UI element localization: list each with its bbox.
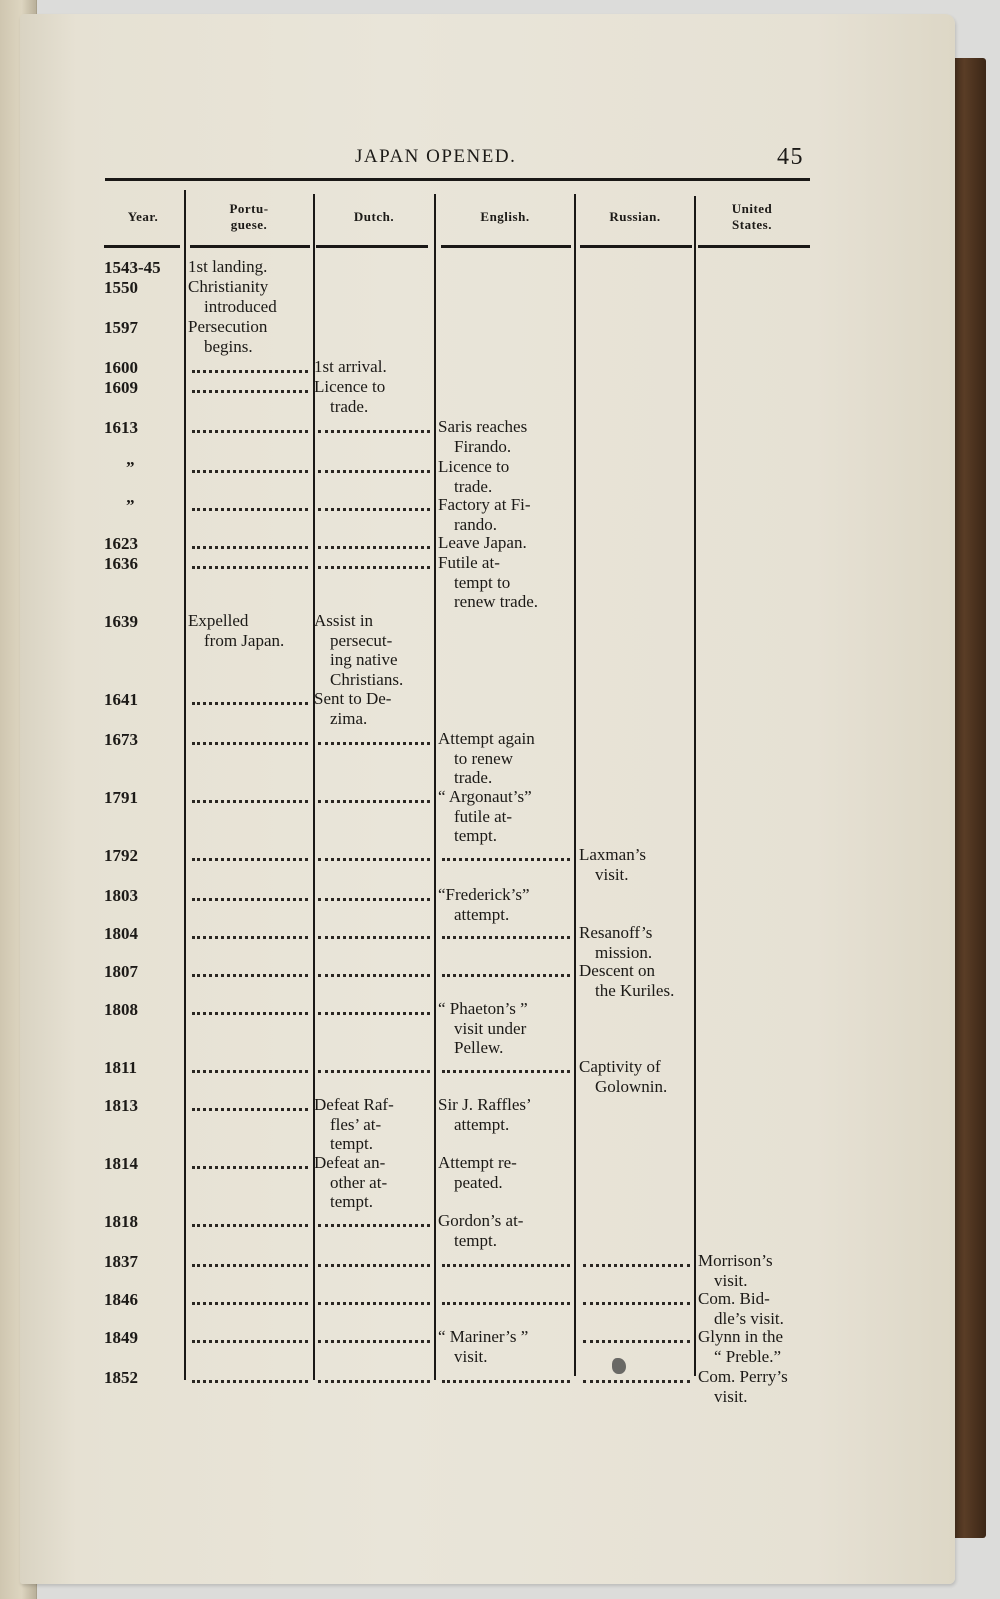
united-states-entry [698,1289,810,1328]
leader-dots [192,1064,308,1073]
entry-line: Attempt re- [438,1153,517,1172]
entry-line: Christians. [330,669,404,689]
entry-line: “ Phaeton’s ” [438,999,528,1018]
russian-entry [579,1057,692,1096]
year-cell: 1639 [104,612,138,631]
entry-line: Com. Bid- [698,1289,770,1308]
entry-line: attempt. [454,904,510,924]
leader-dots [192,1102,308,1111]
entry-line: peated. [454,1172,503,1192]
english-entry [438,885,572,924]
leader-dots [318,930,430,939]
entry-line: “ Preble.” [714,1346,782,1366]
united-states-entry [698,1367,810,1406]
year-cell: 1636 [104,554,138,573]
year-cell: 1818 [104,1212,138,1231]
leader-dots [318,540,430,549]
leader-dots [583,1296,690,1305]
russian-entry [579,961,692,1000]
leader-dots [192,1258,308,1267]
entry-line: mission. [595,942,653,962]
year-cell: 1600 [104,358,138,377]
entry-line: tempt. [454,1230,497,1250]
entry-line: Licence to [438,457,510,476]
entry-line: dle’s visit. [714,1308,784,1328]
leader-dots [192,736,308,745]
header-rule [316,245,428,248]
entry-line: Pellew. [454,1038,504,1057]
entry-line: Captivity of [579,1057,661,1076]
year-cell: ” [126,496,135,515]
leader-dots [318,794,430,803]
book-cover-edge [950,58,986,1538]
dutch-entry [314,1095,432,1154]
header-russian: Russian. [609,209,661,224]
english-entry [438,1211,572,1250]
leader-dots [192,560,308,569]
leader-dots [192,892,308,901]
leader-dots [318,1374,430,1383]
english-entry [438,787,572,846]
year-cell: 1811 [104,1058,138,1077]
leader-dots [192,1296,308,1305]
year-cell: 1846 [104,1290,138,1309]
year-cell: 1613 [104,418,138,437]
entry-line: Sir J. Raffles’ [438,1095,532,1114]
year-cell: 1804 [104,924,138,943]
entry-line: Futile at- [438,553,500,572]
entry-line: futile at- [454,806,513,826]
entry-line: introduced [204,296,277,316]
header-rule [698,245,810,248]
entry-line: Christianity [188,277,269,296]
year-cell: 1623 [104,534,138,553]
leader-dots [442,1374,570,1383]
entry-line: from Japan. [204,630,285,650]
leader-dots [192,696,308,705]
year-cell: 1791 [104,788,138,807]
entry-line: Factory at Fi- [438,495,531,514]
english-entry [438,553,572,612]
leader-dots [192,930,308,939]
entry-line: Defeat Raf- [314,1095,394,1114]
leader-dots [318,424,430,433]
year-cell: 1673 [104,730,138,749]
page-title: JAPAN OPENED. [355,146,517,167]
english-entry [438,729,572,788]
leader-dots [318,1296,430,1305]
dutch-entry [314,377,432,416]
russian-entry [579,845,692,884]
entry-line: fles’ at- [330,1114,382,1134]
english-entry [438,1095,572,1134]
entry-line: trade. [330,396,369,416]
entry-line: Defeat an- [314,1153,386,1172]
entry-line: visit under [454,1018,527,1038]
english-entry [438,457,572,496]
united-states-entry [698,1251,810,1290]
ink-stain [612,1358,626,1374]
entry-line: “Frederick’s” [438,885,530,904]
leader-dots [318,560,430,569]
header-united-states: United States. [731,201,773,232]
entry-line: Sent to De- [314,689,392,708]
entry-line: Morrison’s [698,1251,773,1270]
year-cell: ” [126,458,135,477]
header-rule [190,245,310,248]
leader-dots [318,464,430,473]
english-entry [438,533,572,553]
entry-line: trade. [454,476,493,496]
leader-dots [192,968,308,977]
leader-dots [192,384,308,393]
entry-line: visit. [714,1270,748,1290]
entry-line: “ Argonaut’s” [438,787,532,806]
entry-line: other at- [330,1172,388,1192]
year-cell: 1609 [104,378,138,397]
english-entry [438,495,572,534]
leader-dots [318,852,430,861]
year-cell: 1597 [104,318,138,337]
entry-line: tempt. [330,1192,373,1211]
entry-line: rando. [454,514,497,534]
dutch-entry [314,357,432,377]
portuguese-entry [188,277,310,316]
leader-dots [192,424,308,433]
english-entry [438,999,572,1058]
header-dutch: Dutch. [353,209,395,224]
header-year: Year. [127,209,159,224]
header-english: English. [480,209,530,224]
entry-line: Expelled [188,611,249,630]
english-entry [438,1327,572,1366]
leader-dots [583,1334,690,1343]
leader-dots [192,1334,308,1343]
dutch-entry [314,689,432,728]
leader-dots [192,364,308,373]
entry-line: Resanoff’s [579,923,653,942]
russian-entry [579,923,692,962]
entry-line: Laxman’s [579,845,647,864]
entry-line: tempt. [454,826,497,845]
year-cell: 1849 [104,1328,138,1347]
leader-dots [583,1258,690,1267]
leader-dots [318,892,430,901]
year-cell: 1792 [104,846,138,865]
year-cell: 1837 [104,1252,138,1271]
entry-line: zima. [330,708,368,728]
entry-line: Gordon’s at- [438,1211,524,1230]
year-cell: 1807 [104,962,138,981]
table-header [104,181,810,253]
leader-dots [192,852,308,861]
leader-dots [318,1258,430,1267]
year-cell: 1814 [104,1154,138,1173]
portuguese-entry [188,611,310,650]
leader-dots [442,1258,570,1267]
entry-line: visit. [454,1346,488,1366]
header-portuguese: Portu- guese. [229,201,269,232]
leader-dots [442,852,570,861]
entry-line: ing native [330,650,398,669]
dutch-entry [314,1153,432,1212]
leader-dots [318,968,430,977]
leader-dots [442,930,570,939]
entry-line: “ Mariner’s ” [438,1327,529,1346]
leader-dots [318,502,430,511]
entry-line: tempt. [330,1134,373,1153]
leader-dots [192,1218,308,1227]
entry-line: Glynn in the [698,1327,783,1346]
table-body [104,257,810,1406]
entry-line: visit. [595,864,629,884]
year-cell: 1852 [104,1368,138,1387]
year-cell: 1803 [104,886,138,905]
chronology-table [104,178,810,1406]
header-rule [441,245,571,248]
year-cell: 1808 [104,1000,138,1019]
leader-dots [192,464,308,473]
leader-dots [192,1160,308,1169]
leader-dots [442,968,570,977]
leader-dots [192,794,308,803]
header-rule [580,245,692,248]
entry-line: the Kuriles. [595,980,675,1000]
leader-dots [192,1006,308,1015]
year-cell: 1550 [104,278,138,297]
book-page [20,14,955,1584]
entry-line: Attempt again [438,729,535,748]
leader-dots [318,1218,430,1227]
leader-dots [442,1064,570,1073]
entry-line: trade. [454,768,493,787]
entry-line: Descent on [579,961,656,980]
entry-line: Firando. [454,436,512,456]
year-cell: 1641 [104,690,138,709]
page-number: 45 [777,144,804,170]
entry-line: Assist in [314,611,374,630]
entry-line: attempt. [454,1114,510,1134]
leader-dots [192,540,308,549]
entry-line: Persecution [188,317,268,336]
leader-dots [318,1006,430,1015]
leader-dots [318,1064,430,1073]
entry-line: 1st landing. [188,257,268,276]
leader-dots [192,1374,308,1383]
entry-line: 1st arrival. [314,357,387,376]
leader-dots [318,736,430,745]
portuguese-entry [188,317,310,356]
entry-line: Licence to [314,377,386,396]
portuguese-entry [188,257,310,277]
english-entry [438,417,572,456]
entry-line: to renew [454,748,514,768]
entry-line: tempt to [454,572,511,592]
entry-line: renew trade. [454,592,539,611]
english-entry [438,1153,572,1192]
entry-line: begins. [204,336,253,356]
entry-line: visit. [714,1386,748,1406]
dutch-entry [314,611,432,689]
header-rule [104,245,180,248]
leader-dots [442,1296,570,1305]
year-cell: 1813 [104,1096,138,1115]
entry-line: Golownin. [595,1076,668,1096]
leader-dots [583,1374,690,1383]
entry-line: Saris reaches [438,417,528,436]
entry-line: Leave Japan. [438,533,527,552]
entry-line: persecut- [330,630,393,650]
entry-line: Com. Perry’s [698,1367,788,1386]
leader-dots [192,502,308,511]
year-cell: 1543-45 [104,258,161,277]
leader-dots [318,1334,430,1343]
united-states-entry [698,1327,810,1366]
